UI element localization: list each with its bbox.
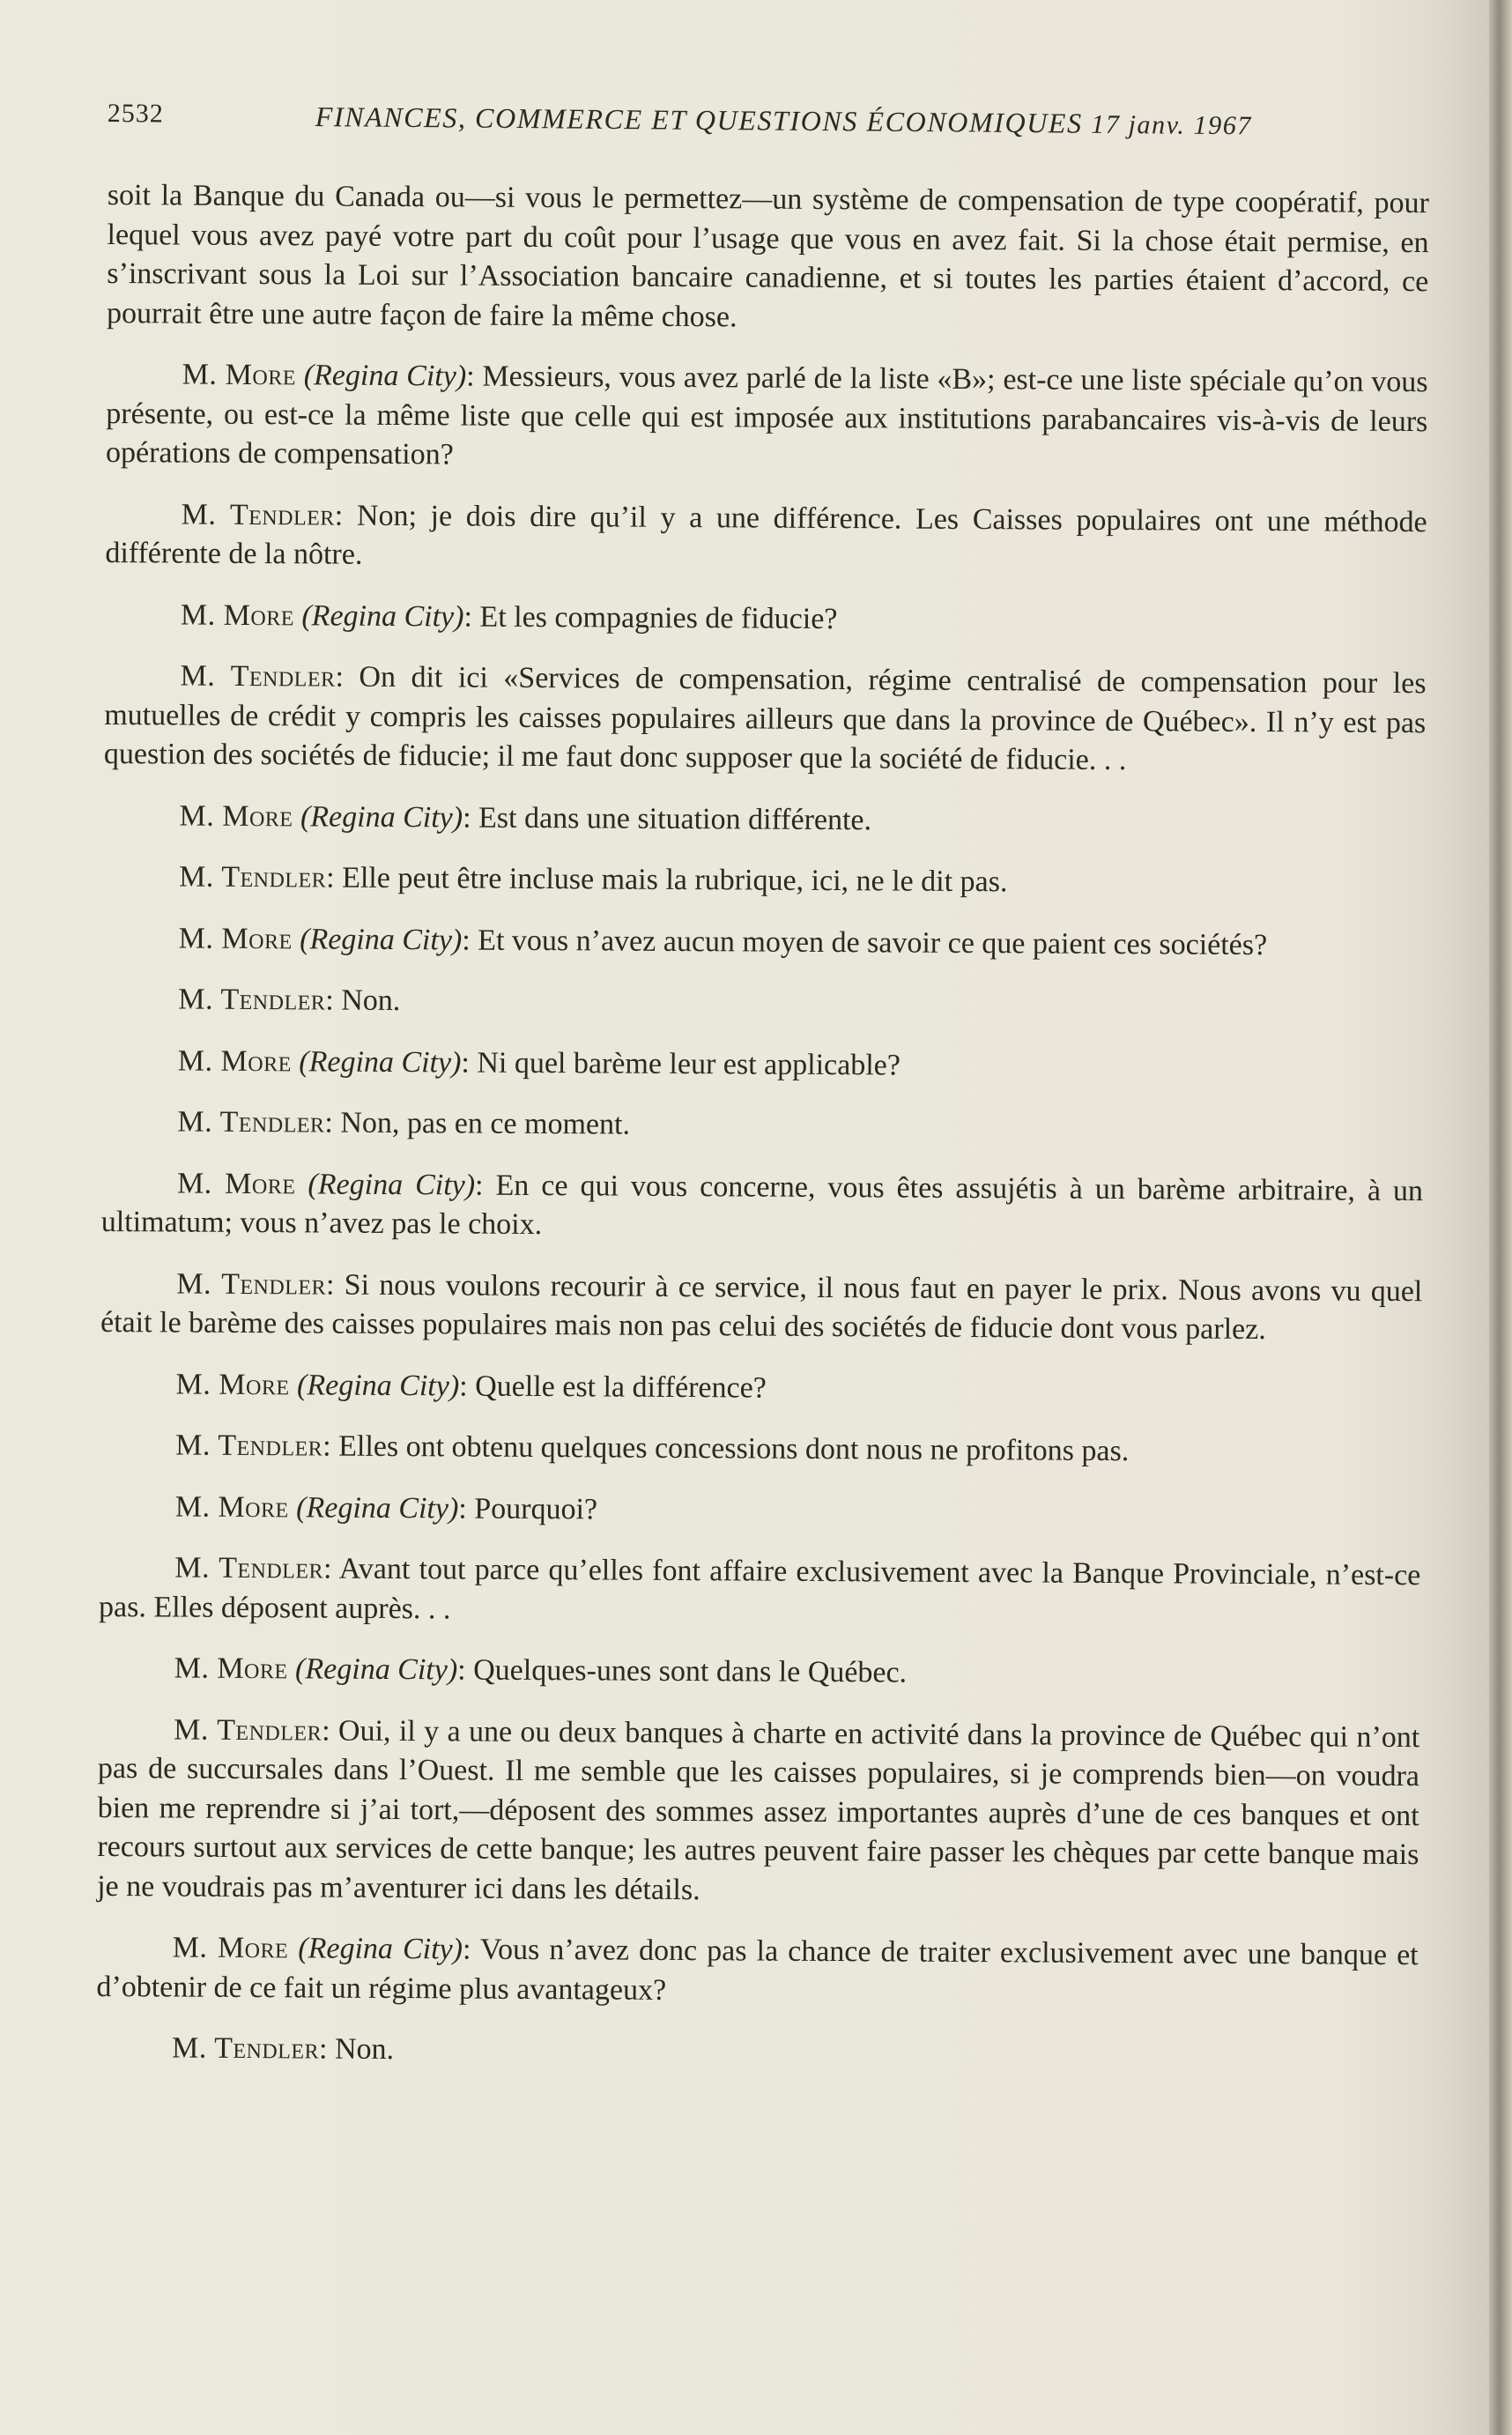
speaker-riding: (Regina City) <box>296 1368 460 1402</box>
paragraph-text: : Non, pas en ce moment. <box>324 1106 631 1141</box>
paragraph-text: : Quelques-unes sont dans le Québec. <box>457 1653 908 1689</box>
speaker-riding: (Regina City) <box>298 1932 463 1966</box>
transcript-paragraph <box>105 595 1427 642</box>
transcript-paragraph <box>103 796 1425 843</box>
speaker-name: M. More <box>180 598 295 632</box>
speaker-name: M. Tendler <box>174 1712 322 1748</box>
paragraph-text: : Avant tout parce qu’elles font affaire exclusivement avec la Banque Provinciale, n’est-ce pas. Elles déposent auprès. . . <box>98 1552 1421 1625</box>
running-head <box>315 100 1252 141</box>
transcript-paragraph <box>101 1163 1424 1250</box>
speaker-riding: (Regina City) <box>299 1044 462 1079</box>
paragraph-text: : Oui, il y a une ou deux banques à charte en activité dans la province de Québec qui n’ont pas de succursales dans l’Ouest. Il me semble que les caisses populaires, si je comprends bien—on voudra bien me reprendre si j’ai tort,—déposent des sommes assez importantes auprès d’une de ces banques et ont recours surtout aux services de cette banque; les autres peuvent faire passer les chèques par cette banque mais je ne voudrais pas m’aventurer ici dans les détails. <box>97 1714 1420 1906</box>
paragraph-text: : Ni quel barème leur est applicable? <box>461 1045 901 1082</box>
page-header <box>107 99 1428 163</box>
transcript-paragraph <box>107 176 1429 341</box>
speaker-name: M. Tendler <box>180 659 336 694</box>
paragraph-text: : Et vous n’avez aucun moyen de savoir ce que paient ces sociétés? <box>462 923 1268 961</box>
speaker-riding: (Regina City) <box>303 359 467 393</box>
paragraph-text: : Messieurs, vous avez parlé de la liste «B»; est-ce une liste spéciale qu’on vous présente, ou est-ce la même liste que celle qui est imposée aux institutions parabancaires vis-à-vis de leurs opérations de compensation? <box>105 360 1428 471</box>
transcript-paragraph <box>101 1102 1423 1150</box>
paragraph-text: : Pourquoi? <box>458 1491 598 1526</box>
speaker-name: M. Tendler <box>171 2031 320 2066</box>
speaker-name: M. Tendler <box>175 1429 323 1463</box>
transcript-paragraph <box>103 918 1425 966</box>
speaker-riding: (Regina City) <box>300 799 463 834</box>
paragraph-text: : Vous n’avez donc pas la chance de traiter exclusivement avec une banque et d’obtenir de ce fait un régime plus avantageux? <box>96 1933 1419 2007</box>
speaker-name: M. More <box>175 1368 290 1401</box>
transcript-paragraph <box>96 2029 1418 2076</box>
transcript-paragraph <box>106 355 1428 481</box>
speaker-name: M. Tendler <box>179 860 327 895</box>
paragraph-text: : Quelle est la différence? <box>459 1369 767 1405</box>
paragraph-text: : En ce qui vous concerne, vous êtes assujétis à un barème arbitraire, à un ultimatum; vous n’avez pas le choix. <box>100 1169 1424 1242</box>
transcript-paragraph <box>103 857 1425 905</box>
paragraph-text: : Non. <box>318 2032 395 2067</box>
paragraph-text: : Non. <box>325 984 401 1018</box>
speaker-riding: (Regina City) <box>295 1652 458 1687</box>
paragraph-text: soit la Banque du Canada ou—si vous le permettez—un système de compensation de type coopératif, pour lequel vous avez payé votre part du coût pour l’usage que vous en avez fait. Si la chose était permise, en s’inscrivant sous la Loi sur l’Association bancaire canadienne, et si toutes les parties étaient d’accord, ce pourrait être une autre façon de faire la même chose. <box>106 178 1429 333</box>
speaker-name: M. Tendler <box>181 498 335 532</box>
paragraph-text: : On dit ici «Services de compensation, régime centralisé de compensation pour les mutuelles de crédit y compris les caisses populaires ailleurs que dans la province de Québec». Il n’y est pas question des sociétés de fiducie; il me faut donc supposer que la société de fiducie. . . <box>103 660 1427 777</box>
speaker-name: M. More <box>174 1489 289 1524</box>
paragraph-text: : Elle peut être incluse mais la rubrique, ici, ne le dit pas. <box>326 861 1008 899</box>
paragraph-text: : Si nous voulons recourir à ce service, il nous faut en payer le prix. Nous avons vu quel était le barème des caisses populaires mais non pas celui des sociétés de fiducie dont vous parlez. <box>100 1268 1423 1347</box>
paragraph-text: : Est dans une situation différente. <box>463 800 872 836</box>
page-number: 2532 <box>107 99 164 129</box>
speaker-riding: (Regina City) <box>308 1167 476 1202</box>
speaker-riding: (Regina City) <box>300 922 463 956</box>
transcript-paragraph <box>96 1928 1419 2015</box>
book-spine-shadow <box>1489 0 1512 2435</box>
speaker-name: M. Tendler <box>178 983 326 1017</box>
speaker-name: M. More <box>176 1167 296 1200</box>
running-head-title: FINANCES, COMMERCE ET QUESTIONS ÉCONOMIQUES <box>315 100 1083 139</box>
transcript-paragraph <box>100 1426 1421 1474</box>
transcript-paragraph <box>102 980 1424 1028</box>
transcript-paragraph <box>97 1710 1419 1914</box>
speaker-name: M. Tendler <box>176 1267 327 1302</box>
paragraph-text: : Non; je dois dire qu’il y a une différence. Les Caisses populaires ont une méthode différente de la nôtre. <box>105 499 1427 571</box>
speaker-name: M. More <box>179 799 293 833</box>
speaker-name: M. More <box>178 922 293 955</box>
speaker-riding: (Regina City) <box>296 1490 459 1525</box>
paragraph-text: : Et les compagnies de fiducie? <box>463 599 838 635</box>
running-head-date: 17 janv. 1967 <box>1091 109 1253 141</box>
speaker-name: M. Tendler <box>177 1105 325 1140</box>
transcript-paragraph <box>100 1364 1421 1412</box>
paragraph-text: : Elles ont obtenu quelques concessions dont nous ne profitons pas. <box>322 1429 1130 1468</box>
speaker-name: M. More <box>172 1931 289 1965</box>
speaker-name: M. More <box>182 358 297 392</box>
transcript-paragraph <box>99 1649 1420 1696</box>
transcript-paragraph <box>102 1041 1424 1088</box>
transcript-paragraph <box>105 494 1427 581</box>
speaker-riding: (Regina City) <box>301 598 464 633</box>
transcript-body <box>96 176 1429 2098</box>
speaker-name: M. More <box>174 1652 288 1686</box>
transcript-paragraph <box>104 657 1427 783</box>
transcript-paragraph <box>99 1548 1421 1635</box>
transcript-paragraph <box>100 1487 1421 1534</box>
speaker-name: M. Tendler <box>174 1551 324 1585</box>
speaker-name: M. More <box>177 1044 292 1078</box>
transcript-paragraph <box>100 1264 1423 1350</box>
